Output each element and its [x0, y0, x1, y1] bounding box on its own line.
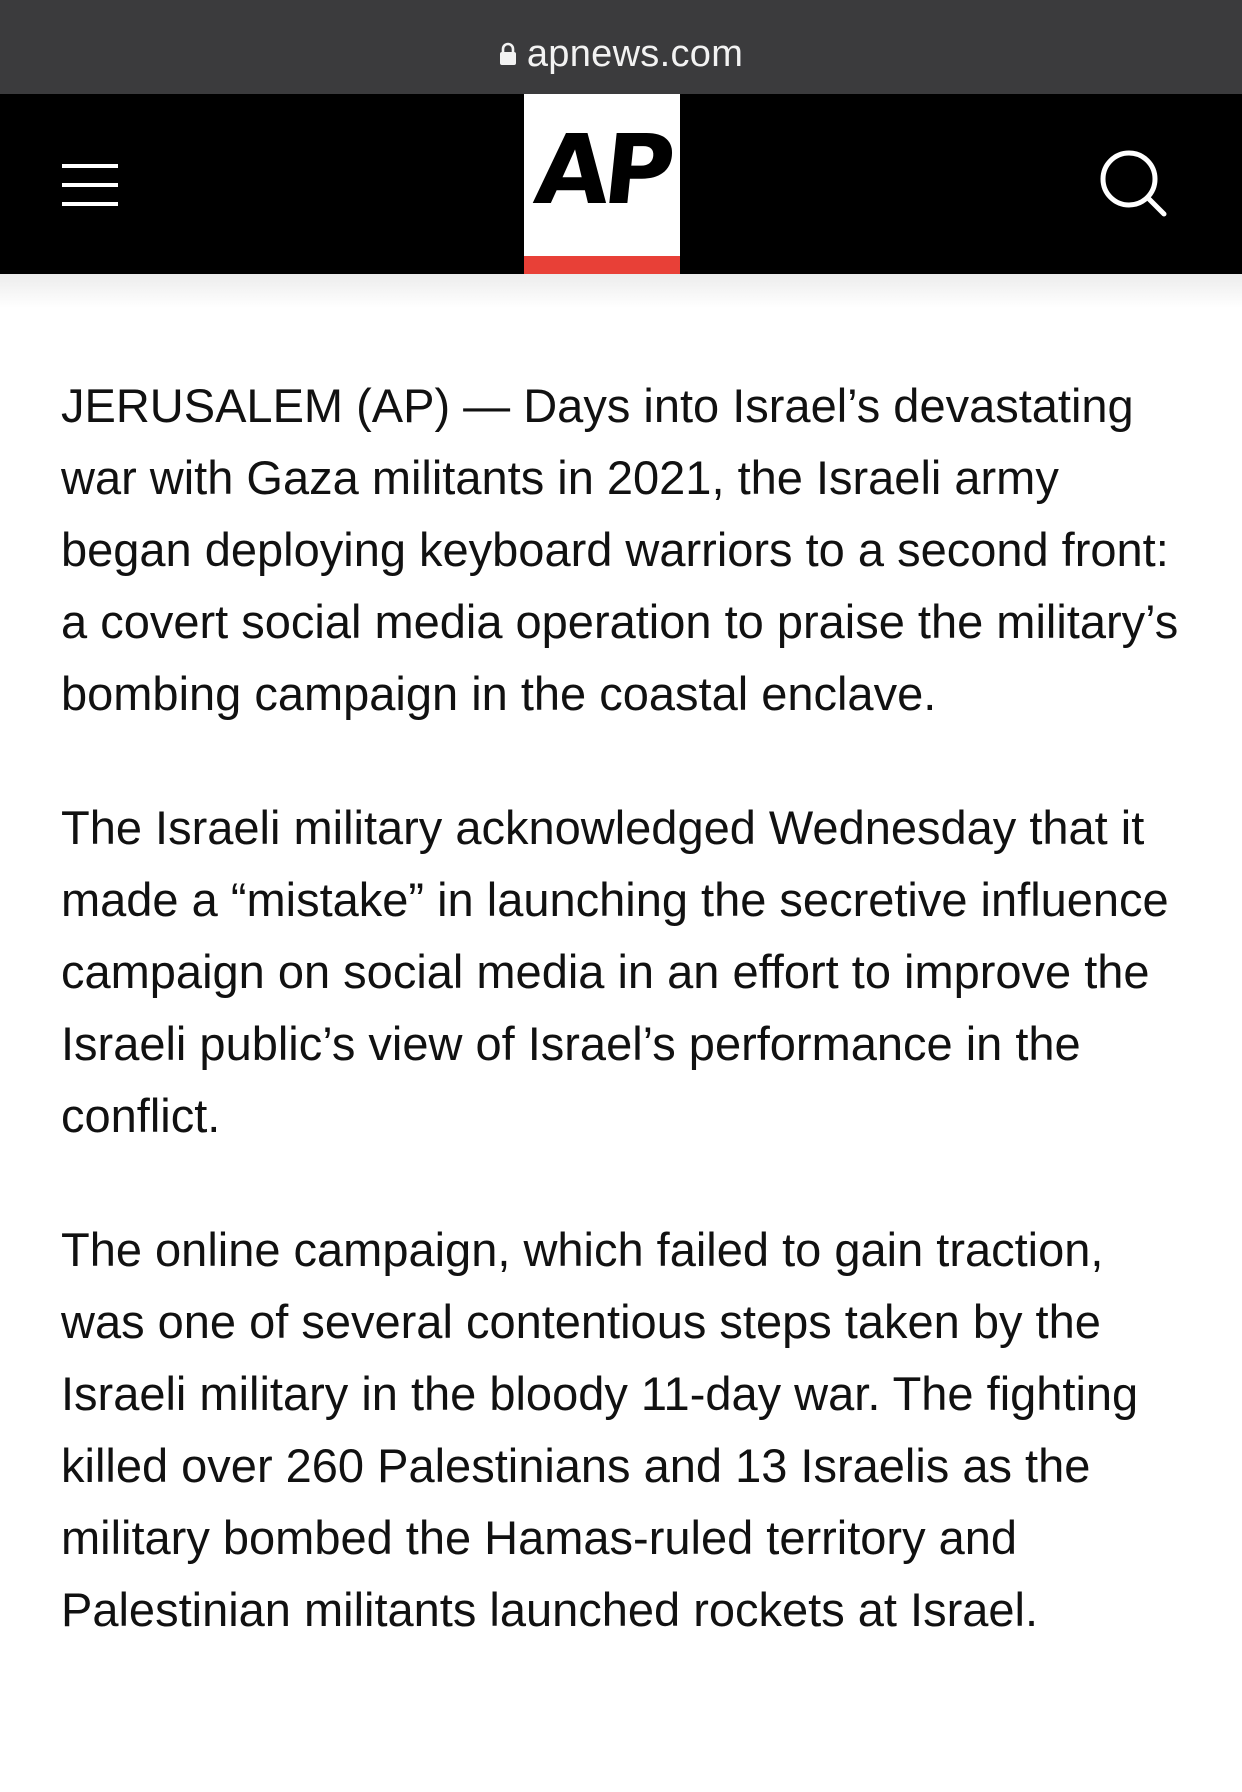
address-bar-content: [499, 33, 743, 76]
browser-address-bar[interactable]: [0, 0, 1242, 94]
ap-logo[interactable]: [524, 94, 680, 274]
url-text[interactable]: apnews.com: [526, 32, 744, 75]
hamburger-menu-icon[interactable]: [62, 164, 118, 206]
article-paragraph: JERUSALEM (AP) — Days into Israel’s devastating war with Gaza militants in 2021, the Israeli army began deploying keyboard warriors to a second front: a covert social media operation to praise the military’s bombing campaign in the coastal enclave.: [61, 379, 1179, 720]
header-shadow: [0, 274, 1242, 308]
logo-accent-bar: [524, 256, 680, 274]
article-paragraph: The online campaign, which failed to gain traction, was one of several contentious steps taken by the Israeli military in the bloody 11-day war. The fighting killed over 260 Palestinians and 13 Israelis as the military bombed the Hamas-ruled territory and Palestinian militants launched rockets at Israel.: [61, 1223, 1139, 1636]
article-body: [61, 370, 1191, 1708]
logo-text: AP: [529, 114, 675, 226]
lock-icon: [499, 42, 517, 66]
search-icon[interactable]: [1098, 148, 1168, 218]
article-paragraph: The Israeli military acknowledged Wednesday that it made a “mistake” in launching the secretive influence campaign on social media in an effort to improve the Israeli public’s view of Israel’s performance in the conflict.: [61, 801, 1169, 1142]
site-header: [0, 94, 1242, 274]
